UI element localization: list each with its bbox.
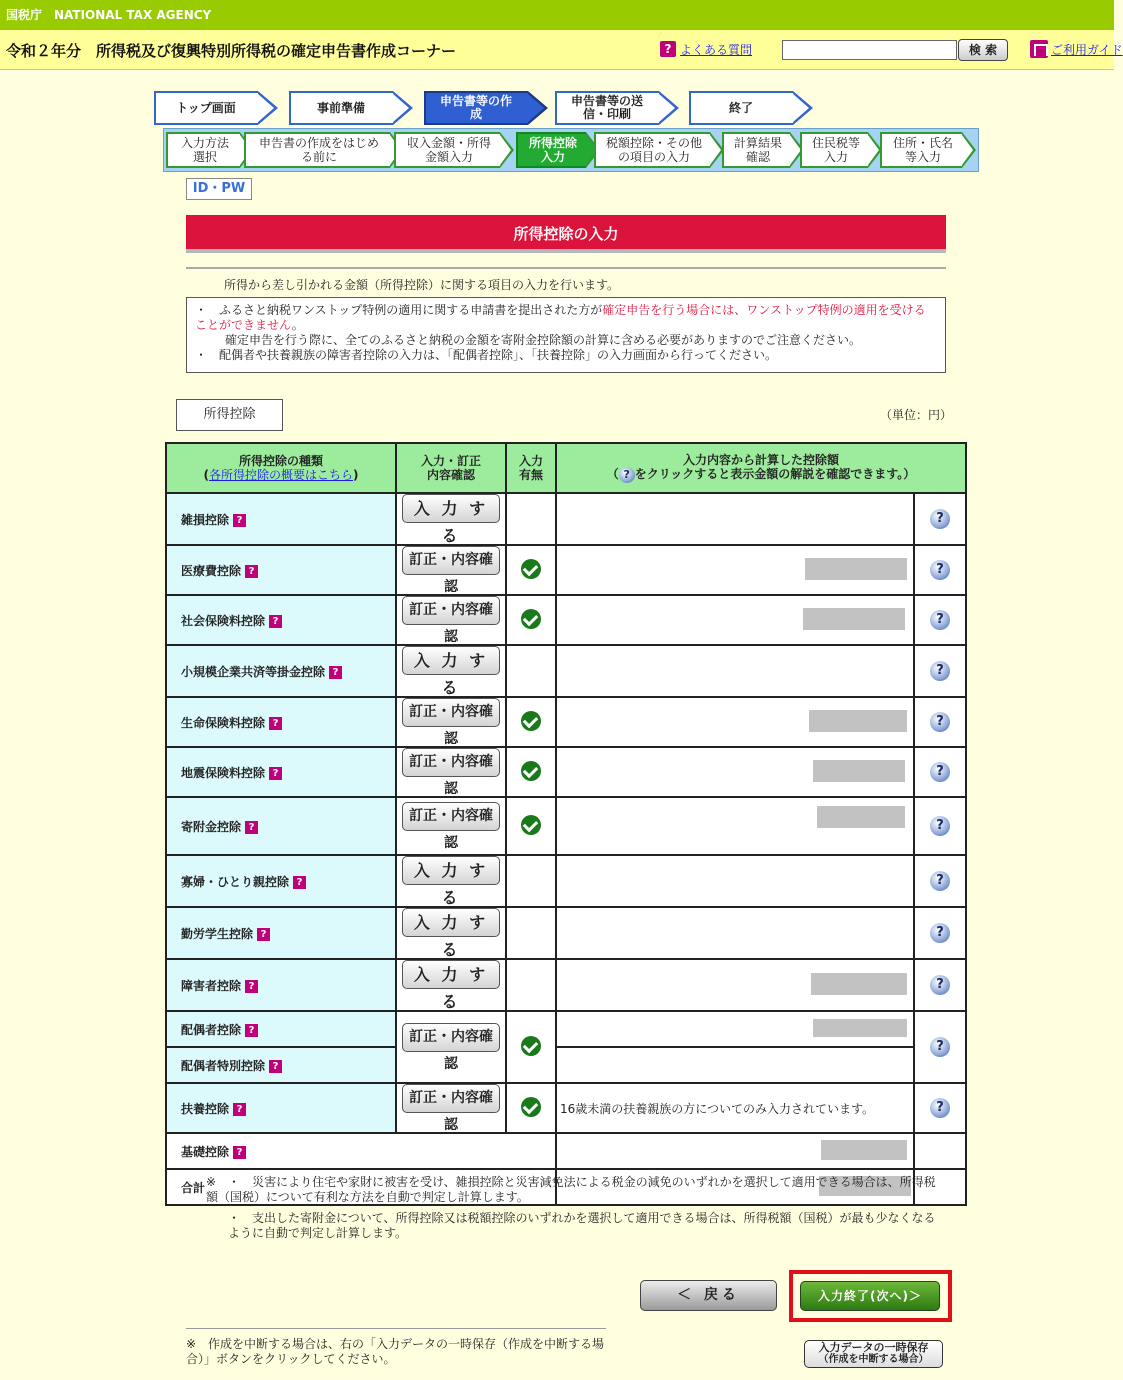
notice-warning: 確定申告を行う場合には、ワンストップ特例の適用を受けることができません	[195, 303, 926, 332]
step-label: 事前準備	[316, 100, 365, 115]
table-row	[166, 595, 966, 645]
intro-text: 所得から差し引かれる金額（所得控除）に関する項目の入力を行います。	[224, 278, 620, 292]
edit-button[interactable]: 訂正・内容確認	[402, 802, 500, 831]
row-name: 合計	[181, 1180, 206, 1195]
question-icon[interactable]: ?	[245, 980, 258, 993]
agency-name: 国税庁 NATIONAL TAX AGENCY	[6, 8, 212, 22]
suspend-note: ※ 作成を中断する場合は、右の「入力データの一時保存（作成を中断する場合）」ボタンをクリックしてください。	[186, 1337, 605, 1366]
step-label: 申告書等の作成	[439, 94, 512, 121]
table-row	[166, 959, 966, 1011]
search-input[interactable]	[782, 40, 957, 60]
help-icon: ?	[619, 467, 635, 483]
edit-button[interactable]: 訂正・内容確認	[402, 698, 500, 727]
check-icon	[521, 815, 541, 835]
row-name: 小規模企業共済等掛金控除	[181, 664, 326, 679]
step-create	[424, 91, 548, 125]
substep-method	[166, 132, 254, 168]
substep-label: 住所・氏名等入力	[892, 136, 953, 164]
masked-amount	[813, 760, 905, 782]
masked-amount	[805, 558, 907, 580]
substep-tax-credit	[594, 132, 724, 168]
row-name: 寄附金控除	[181, 819, 242, 834]
input-button[interactable]: 入 力 す る	[402, 856, 500, 885]
step-send	[555, 91, 679, 125]
deduction-table	[165, 442, 967, 1206]
row-name: 障害者控除	[181, 978, 242, 993]
row-name: 寡婦・ひとり親控除	[181, 874, 290, 889]
help-icon[interactable]: ?	[930, 975, 950, 995]
substep-result	[722, 132, 804, 168]
faq-link[interactable]: よくある質問	[680, 43, 753, 57]
divider	[186, 1328, 606, 1329]
page-title: 令和２年分 所得税及び復興特別所得税の確定申告書作成コーナー	[6, 42, 457, 60]
footnote-text: ・ 支出した寄附金について、所得控除又は税額控除のいずれかを選択して適用できる場合は、所得税額（国税）が最も少なくなるように自動で判定し計算します。	[228, 1211, 936, 1240]
check-icon	[521, 761, 541, 781]
table-row	[166, 1047, 966, 1083]
header-text: 入力	[518, 454, 543, 468]
book-icon[interactable]	[1030, 40, 1048, 58]
question-icon[interactable]: ?	[269, 717, 282, 730]
question-icon[interactable]: ?	[233, 1103, 246, 1116]
notice-text: ・ ふるさと納税ワンストップ特例の適用に関する申請書を提出された方が	[195, 303, 603, 317]
help-icon[interactable]: ?	[930, 923, 950, 943]
substep-label: 税額控除・その他の項目の入力	[606, 136, 703, 164]
input-button[interactable]: 入 力 す る	[402, 960, 500, 989]
help-icon[interactable]: ?	[930, 560, 950, 580]
section-title: 所得控除の入力	[186, 215, 946, 253]
back-button[interactable]: ＜ 戻る	[640, 1280, 777, 1311]
row-name: 雑損控除	[181, 512, 230, 527]
edit-button[interactable]: 訂正・内容確認	[402, 596, 500, 625]
substep-label: 入力方法選択	[180, 136, 229, 164]
help-icon[interactable]: ?	[930, 712, 950, 732]
help-icon[interactable]: ?	[930, 661, 950, 681]
substep-deduction	[516, 132, 600, 168]
masked-amount	[803, 608, 905, 630]
row-name: 生命保険料控除	[181, 715, 266, 730]
footnote	[206, 1175, 946, 1247]
table-row	[166, 1083, 966, 1133]
substep-address	[880, 132, 976, 168]
table-row	[166, 797, 966, 855]
question-icon[interactable]: ?	[269, 615, 282, 628]
substep-before	[244, 132, 404, 168]
input-button[interactable]: 入 力 す る	[402, 908, 500, 937]
edit-button[interactable]: 訂正・内容確認	[402, 1084, 500, 1113]
idpw-button[interactable]: ID・PW	[186, 178, 252, 200]
help-icon[interactable]: ?	[930, 1098, 950, 1118]
row-name: 基礎控除	[181, 1144, 230, 1159]
help-icon[interactable]: ?	[930, 610, 950, 630]
footnote-mark: ※ ・	[206, 1175, 253, 1189]
header-amount: 入力内容から計算した控除額 （ ? をクリックすると表示金額の解説を確認できます。）	[556, 443, 966, 493]
question-icon[interactable]: ?	[233, 1146, 246, 1159]
step-finish	[689, 91, 813, 125]
substep-label: 計算結果確認	[734, 136, 783, 164]
header-text: 内容確認	[426, 468, 475, 482]
help-icon[interactable]: ?	[930, 762, 950, 782]
temp-save-sublabel: （作成を中断する場合）	[818, 1354, 929, 1365]
deduction-tab: 所得控除	[176, 399, 283, 431]
check-icon	[521, 1097, 541, 1117]
row-name: 勤労学生控除	[181, 926, 254, 941]
next-button[interactable]: 入力終了(次へ)＞	[800, 1281, 940, 1311]
help-icon[interactable]: ?	[930, 816, 950, 836]
table-row	[166, 493, 966, 545]
temp-save-button[interactable]	[804, 1340, 943, 1368]
input-button[interactable]: 入 力 す る	[402, 646, 500, 675]
question-icon[interactable]: ?	[293, 876, 306, 889]
check-icon	[521, 711, 541, 731]
input-button[interactable]: 入 力 す る	[402, 494, 500, 523]
sub-steps	[163, 128, 979, 172]
notice-text: ・ 配偶者や扶養親族の障害者控除の入力は、「配偶者控除」、「扶養控除」の入力画面から行ってください。	[195, 348, 778, 362]
row-name: 配偶者特別控除	[181, 1058, 266, 1073]
notice-text: 。	[291, 318, 304, 332]
row-name: 地震保険料控除	[181, 765, 266, 780]
header-action	[396, 443, 506, 493]
step-label: トップ画面	[176, 100, 236, 115]
help-icon[interactable]: ?	[930, 1037, 950, 1057]
masked-amount	[811, 973, 907, 995]
dependent-note: 16歳未満の扶養親族の方についてのみ入力されています。	[556, 1083, 914, 1133]
edit-button[interactable]: 訂正・内容確認	[402, 546, 500, 575]
question-icon[interactable]: ?	[245, 565, 258, 578]
table-row	[166, 697, 966, 747]
table-row	[166, 645, 966, 697]
header-text: をクリックすると表示金額の解説を確認できます。）	[634, 467, 916, 481]
notice-box	[186, 297, 946, 373]
row-name: 扶養控除	[181, 1101, 230, 1116]
step-label: 申告書等の送信・印刷	[570, 94, 643, 121]
help-icon[interactable]: ?	[930, 509, 950, 529]
check-icon	[521, 609, 541, 629]
substep-resident-tax	[800, 132, 882, 168]
header-text: 入力内容から計算した控除額	[682, 453, 839, 467]
masked-amount	[821, 1140, 907, 1160]
header-text: 有無	[518, 468, 543, 482]
question-icon[interactable]: ?	[269, 1060, 282, 1073]
edit-button[interactable]: 訂正・内容確認	[402, 1023, 500, 1052]
step-preparation	[289, 91, 413, 125]
row-name: 社会保険料控除	[181, 613, 266, 628]
row-name: 配偶者控除	[181, 1022, 242, 1037]
table-row	[166, 907, 966, 959]
row-name: 医療費控除	[181, 563, 242, 578]
guide-link[interactable]: ご利用ガイド	[1051, 43, 1123, 57]
header-text: 入力・訂正	[420, 454, 481, 468]
question-icon[interactable]: ?	[269, 767, 282, 780]
edit-button[interactable]: 訂正・内容確認	[402, 748, 500, 777]
masked-amount	[817, 806, 905, 828]
unit-label: （単位：円）	[880, 408, 953, 422]
masked-amount	[813, 1019, 907, 1037]
masked-amount	[809, 710, 907, 732]
header-text: 所得控除の種類	[238, 454, 323, 468]
help-icon[interactable]: ?	[930, 871, 950, 891]
question-icon[interactable]: ?	[245, 821, 258, 834]
header-type: 所得控除の種類 (各所得控除の概要はこちら)	[166, 443, 396, 493]
question-icon[interactable]: ?	[233, 514, 246, 527]
check-icon	[521, 1036, 541, 1056]
overview-link[interactable]: 各所得控除の概要はこちら	[208, 468, 353, 482]
substep-income	[394, 132, 514, 168]
agency-bar	[0, 0, 1114, 30]
search-button[interactable]: 検 索	[958, 39, 1008, 61]
step-top	[154, 91, 278, 125]
divider	[186, 267, 946, 269]
table-row	[166, 545, 966, 595]
table-header	[166, 443, 966, 493]
table-row	[166, 1011, 966, 1047]
substep-label: 収入金額・所得金額入力	[406, 136, 491, 164]
table-row	[166, 747, 966, 797]
table-row	[166, 855, 966, 907]
faq-icon[interactable]: ?	[660, 41, 676, 57]
question-icon[interactable]: ?	[329, 666, 342, 679]
temp-save-label: 入力データの一時保存	[818, 1341, 929, 1354]
substep-label: 所得控除入力	[528, 136, 577, 164]
question-icon[interactable]: ?	[245, 1024, 258, 1037]
check-icon	[521, 559, 541, 579]
substep-label: 住民税等入力	[812, 136, 861, 164]
notice-text: 確定申告を行う際に、全てのふるさと納税の金額を寄附金控除額の計算に含める必要がありますのでご注意ください。	[225, 333, 862, 347]
footnote-text: 災害により住宅や家財に被害を受け、雑損控除と災害減免法による税金の減免のいずれかを選択して適用できる場合は、所得税額（国税）について有利な方法を自動で判定し計算します。	[206, 1175, 936, 1204]
table-row	[166, 1133, 966, 1169]
substep-label: 申告書の作成をはじめる前に	[258, 136, 379, 164]
header-status	[506, 443, 556, 493]
step-label: 終了	[728, 100, 753, 115]
question-icon[interactable]: ?	[257, 928, 270, 941]
